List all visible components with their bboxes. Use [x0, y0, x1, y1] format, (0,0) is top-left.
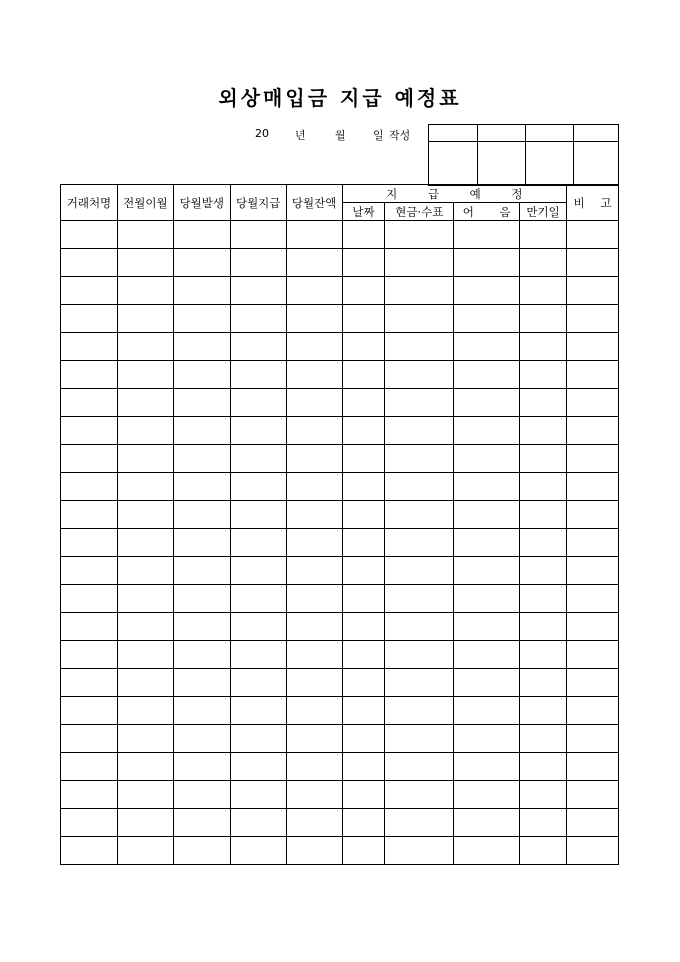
table-cell[interactable]: [173, 277, 230, 305]
table-cell[interactable]: [117, 249, 173, 277]
table-cell[interactable]: [173, 585, 230, 613]
table-cell[interactable]: [567, 473, 619, 501]
table-cell[interactable]: [286, 669, 342, 697]
table-row: [61, 305, 619, 333]
table-cell[interactable]: [385, 837, 454, 865]
table-cell[interactable]: [230, 277, 286, 305]
table-cell[interactable]: [567, 809, 619, 837]
table-cell[interactable]: [454, 221, 520, 249]
approval-title-cell[interactable]: [477, 125, 526, 142]
table-cell[interactable]: [61, 445, 118, 473]
table-cell[interactable]: [385, 473, 454, 501]
table-cell[interactable]: [454, 417, 520, 445]
table-cell[interactable]: [454, 473, 520, 501]
table-row: [61, 249, 619, 277]
table-cell[interactable]: [286, 361, 342, 389]
table-cell[interactable]: [385, 781, 454, 809]
table-cell[interactable]: [454, 781, 520, 809]
approval-title-cell[interactable]: [526, 125, 574, 142]
table-cell[interactable]: [117, 305, 173, 333]
table-cell[interactable]: [61, 809, 118, 837]
table-cell[interactable]: [385, 361, 454, 389]
table-cell[interactable]: [230, 613, 286, 641]
table-cell[interactable]: [230, 445, 286, 473]
table-cell[interactable]: [61, 305, 118, 333]
table-cell[interactable]: [173, 613, 230, 641]
table-cell[interactable]: [520, 333, 567, 361]
table-cell[interactable]: [342, 389, 385, 417]
table-cell[interactable]: [454, 585, 520, 613]
table-cell[interactable]: [454, 445, 520, 473]
table-cell[interactable]: [567, 501, 619, 529]
table-cell[interactable]: [567, 725, 619, 753]
table-row: [61, 445, 619, 473]
approval-sign-cell[interactable]: [526, 142, 574, 186]
table-cell[interactable]: [342, 361, 385, 389]
table-cell[interactable]: [520, 641, 567, 669]
table-cell[interactable]: [286, 389, 342, 417]
table-cell[interactable]: [230, 641, 286, 669]
table-cell[interactable]: [454, 305, 520, 333]
table-cell[interactable]: [286, 305, 342, 333]
table-cell[interactable]: [173, 753, 230, 781]
table-cell[interactable]: [342, 697, 385, 725]
table-cell[interactable]: [454, 501, 520, 529]
approval-title-cell[interactable]: [574, 125, 619, 142]
table-cell[interactable]: [567, 333, 619, 361]
table-cell[interactable]: [385, 725, 454, 753]
table-cell[interactable]: [454, 753, 520, 781]
table-cell[interactable]: [61, 473, 118, 501]
table-cell[interactable]: [385, 669, 454, 697]
table-cell[interactable]: [567, 613, 619, 641]
subheader-bill: 어 음: [454, 203, 520, 221]
table-cell[interactable]: [342, 501, 385, 529]
table-cell[interactable]: [385, 249, 454, 277]
table-cell[interactable]: [567, 641, 619, 669]
table-cell[interactable]: [286, 725, 342, 753]
approval-box: [428, 124, 619, 186]
table-cell[interactable]: [117, 221, 173, 249]
payment-schedule-table: [60, 184, 619, 865]
table-cell[interactable]: [61, 389, 118, 417]
table-cell[interactable]: [117, 417, 173, 445]
table-cell[interactable]: [567, 697, 619, 725]
table-cell[interactable]: [173, 501, 230, 529]
table-cell[interactable]: [61, 613, 118, 641]
table-cell[interactable]: [61, 697, 118, 725]
table-cell[interactable]: [520, 529, 567, 557]
table-cell[interactable]: [286, 613, 342, 641]
table-row: [61, 585, 619, 613]
table-cell[interactable]: [342, 837, 385, 865]
table-cell[interactable]: [173, 557, 230, 585]
subheader-cash-check: 현금·수표: [385, 203, 454, 221]
table-cell[interactable]: [385, 753, 454, 781]
table-cell[interactable]: [117, 529, 173, 557]
table-cell[interactable]: [230, 557, 286, 585]
table-cell[interactable]: [230, 837, 286, 865]
table-cell[interactable]: [385, 417, 454, 445]
table-cell[interactable]: [61, 753, 118, 781]
table-cell[interactable]: [117, 641, 173, 669]
table-cell[interactable]: [173, 529, 230, 557]
table-cell[interactable]: [567, 221, 619, 249]
table-cell[interactable]: [385, 501, 454, 529]
table-cell[interactable]: [520, 305, 567, 333]
table-cell[interactable]: [342, 305, 385, 333]
table-cell[interactable]: [520, 473, 567, 501]
table-cell[interactable]: [342, 529, 385, 557]
table-cell[interactable]: [520, 781, 567, 809]
table-cell[interactable]: [230, 249, 286, 277]
table-cell[interactable]: [173, 221, 230, 249]
table-cell[interactable]: [454, 389, 520, 417]
table-cell[interactable]: [385, 333, 454, 361]
table-cell[interactable]: [520, 837, 567, 865]
table-cell[interactable]: [173, 725, 230, 753]
header-vendor: 거래처명: [61, 185, 118, 221]
table-cell[interactable]: [173, 837, 230, 865]
subheader-due-date: 만기일: [520, 203, 567, 221]
table-cell[interactable]: [286, 249, 342, 277]
table-cell[interactable]: [342, 613, 385, 641]
table-cell[interactable]: [385, 277, 454, 305]
table-row: [61, 669, 619, 697]
table-cell[interactable]: [230, 305, 286, 333]
table-cell[interactable]: [173, 417, 230, 445]
table-cell[interactable]: [117, 697, 173, 725]
table-cell[interactable]: [567, 529, 619, 557]
table-cell[interactable]: [385, 221, 454, 249]
table-cell[interactable]: [342, 417, 385, 445]
table-cell[interactable]: [385, 389, 454, 417]
table-cell[interactable]: [286, 641, 342, 669]
table-cell[interactable]: [286, 837, 342, 865]
table-cell[interactable]: [230, 697, 286, 725]
written-label: 작성: [389, 129, 411, 142]
table-row: [61, 389, 619, 417]
table-cell[interactable]: [385, 809, 454, 837]
table-cell[interactable]: [61, 249, 118, 277]
table-cell[interactable]: [173, 641, 230, 669]
table-cell[interactable]: [61, 641, 118, 669]
approval-sign-cell[interactable]: [574, 142, 619, 186]
table-row: [61, 781, 619, 809]
table-cell[interactable]: [385, 613, 454, 641]
table-cell[interactable]: [567, 417, 619, 445]
table-cell[interactable]: [342, 753, 385, 781]
table-cell[interactable]: [342, 809, 385, 837]
table-cell[interactable]: [286, 557, 342, 585]
table-cell[interactable]: [61, 669, 118, 697]
table-cell[interactable]: [230, 725, 286, 753]
header-prev-carryover: 전월이월: [117, 185, 173, 221]
table-cell[interactable]: [286, 501, 342, 529]
table-cell[interactable]: [61, 725, 118, 753]
table-cell[interactable]: [61, 221, 118, 249]
table-cell[interactable]: [117, 389, 173, 417]
table-cell[interactable]: [385, 697, 454, 725]
table-row: [61, 333, 619, 361]
table-cell[interactable]: [117, 501, 173, 529]
table-cell[interactable]: [286, 277, 342, 305]
table-cell[interactable]: [342, 781, 385, 809]
table-row: [61, 725, 619, 753]
table-cell[interactable]: [520, 361, 567, 389]
table-cell[interactable]: [173, 445, 230, 473]
table-cell[interactable]: [342, 669, 385, 697]
table-cell[interactable]: [454, 725, 520, 753]
table-cell[interactable]: [173, 333, 230, 361]
table-cell[interactable]: [117, 781, 173, 809]
table-cell[interactable]: [454, 529, 520, 557]
approval-sign-cell[interactable]: [477, 142, 526, 186]
table-cell[interactable]: [454, 361, 520, 389]
table-cell[interactable]: [385, 641, 454, 669]
table-cell[interactable]: [286, 417, 342, 445]
table-cell[interactable]: [286, 585, 342, 613]
table-cell[interactable]: [286, 445, 342, 473]
table-cell[interactable]: [173, 809, 230, 837]
table-cell[interactable]: [454, 697, 520, 725]
table-cell[interactable]: [567, 305, 619, 333]
table-cell[interactable]: [173, 361, 230, 389]
table-cell[interactable]: [454, 809, 520, 837]
table-row: [61, 529, 619, 557]
table-cell[interactable]: [342, 445, 385, 473]
table-cell[interactable]: [454, 641, 520, 669]
table-cell[interactable]: [567, 669, 619, 697]
table-cell[interactable]: [385, 529, 454, 557]
table-cell[interactable]: [117, 613, 173, 641]
table-cell[interactable]: [117, 753, 173, 781]
table-cell[interactable]: [567, 361, 619, 389]
table-cell[interactable]: [454, 613, 520, 641]
table-row: [61, 557, 619, 585]
table-cell[interactable]: [520, 753, 567, 781]
table-cell[interactable]: [230, 809, 286, 837]
table-cell[interactable]: [173, 669, 230, 697]
table-cell[interactable]: [520, 249, 567, 277]
table-cell[interactable]: [117, 333, 173, 361]
table-cell[interactable]: [342, 557, 385, 585]
table-cell[interactable]: [230, 333, 286, 361]
subheader-date: 날짜: [342, 203, 385, 221]
table-cell[interactable]: [286, 753, 342, 781]
table-body: [61, 221, 619, 865]
table-cell[interactable]: [286, 809, 342, 837]
approval-title-cell[interactable]: [429, 125, 478, 142]
table-cell[interactable]: [286, 781, 342, 809]
table-cell[interactable]: [173, 697, 230, 725]
table-cell[interactable]: [117, 557, 173, 585]
table-cell[interactable]: [342, 725, 385, 753]
table-cell[interactable]: [230, 529, 286, 557]
table-cell[interactable]: [454, 333, 520, 361]
table-cell[interactable]: [567, 445, 619, 473]
table-cell[interactable]: [567, 557, 619, 585]
table-cell[interactable]: [520, 613, 567, 641]
table-cell[interactable]: [286, 221, 342, 249]
table-cell[interactable]: [61, 501, 118, 529]
table-cell[interactable]: [117, 361, 173, 389]
table-cell[interactable]: [520, 277, 567, 305]
day-unit: 일: [373, 129, 384, 142]
table-row: [61, 473, 619, 501]
table-row: [61, 837, 619, 865]
table-cell[interactable]: [567, 781, 619, 809]
table-row: [61, 277, 619, 305]
table-cell[interactable]: [61, 417, 118, 445]
table-row: [61, 697, 619, 725]
table-cell[interactable]: [342, 249, 385, 277]
header-current-incurred: 당월발생: [173, 185, 230, 221]
table-cell[interactable]: [567, 837, 619, 865]
table-cell[interactable]: [117, 277, 173, 305]
table-cell[interactable]: [61, 333, 118, 361]
table-cell[interactable]: [230, 669, 286, 697]
table-cell[interactable]: [117, 725, 173, 753]
table-cell[interactable]: [567, 249, 619, 277]
table-cell[interactable]: [342, 641, 385, 669]
table-cell[interactable]: [286, 529, 342, 557]
table-row: [61, 221, 619, 249]
table-cell[interactable]: [173, 389, 230, 417]
table-cell[interactable]: [117, 473, 173, 501]
table-cell[interactable]: [385, 557, 454, 585]
table-cell[interactable]: [173, 305, 230, 333]
table-row: [61, 417, 619, 445]
table-row: [61, 613, 619, 641]
table-cell[interactable]: [61, 277, 118, 305]
table-cell[interactable]: [520, 809, 567, 837]
table-cell[interactable]: [520, 445, 567, 473]
table-cell[interactable]: [173, 781, 230, 809]
table-cell[interactable]: [567, 389, 619, 417]
table-cell[interactable]: [454, 837, 520, 865]
table-cell[interactable]: [520, 557, 567, 585]
table-row: [61, 641, 619, 669]
table-cell[interactable]: [520, 417, 567, 445]
table-cell[interactable]: [230, 753, 286, 781]
table-cell[interactable]: [385, 305, 454, 333]
approval-sign-cell[interactable]: [429, 142, 478, 186]
table-cell[interactable]: [520, 501, 567, 529]
table-cell[interactable]: [520, 389, 567, 417]
table-cell[interactable]: [520, 669, 567, 697]
table-cell[interactable]: [520, 221, 567, 249]
table-cell[interactable]: [520, 725, 567, 753]
table-cell[interactable]: [385, 585, 454, 613]
table-cell[interactable]: [61, 361, 118, 389]
table-cell[interactable]: [230, 417, 286, 445]
table-cell[interactable]: [342, 473, 385, 501]
table-cell[interactable]: [230, 473, 286, 501]
table-cell[interactable]: [61, 557, 118, 585]
table-cell[interactable]: [286, 473, 342, 501]
table-row: [61, 809, 619, 837]
month-unit: 월: [335, 129, 346, 142]
table-cell[interactable]: [61, 585, 118, 613]
table-cell[interactable]: [230, 585, 286, 613]
table-cell[interactable]: [286, 697, 342, 725]
table-cell[interactable]: [173, 473, 230, 501]
table-cell[interactable]: [61, 529, 118, 557]
table-cell[interactable]: [342, 585, 385, 613]
header-remarks: 비 고: [567, 185, 619, 221]
table-row: [61, 361, 619, 389]
header-payment-plan: 지 급 예 정: [342, 185, 566, 203]
table-cell[interactable]: [342, 277, 385, 305]
table-cell[interactable]: [230, 389, 286, 417]
table-cell[interactable]: [230, 501, 286, 529]
table-cell[interactable]: [520, 697, 567, 725]
table-cell[interactable]: [117, 669, 173, 697]
page-title: 외상매입금 지급 예정표: [218, 86, 462, 110]
table-cell[interactable]: [173, 249, 230, 277]
table-cell[interactable]: [567, 585, 619, 613]
table-cell[interactable]: [567, 753, 619, 781]
table-cell[interactable]: [454, 557, 520, 585]
table-cell[interactable]: [230, 781, 286, 809]
table-cell[interactable]: [61, 781, 118, 809]
header-current-balance: 당월잔액: [286, 185, 342, 221]
table-cell[interactable]: [520, 585, 567, 613]
table-cell[interactable]: [454, 249, 520, 277]
table-cell[interactable]: [230, 221, 286, 249]
table-cell[interactable]: [286, 333, 342, 361]
year-unit: 년: [295, 129, 306, 142]
year-prefix: 20: [255, 127, 269, 140]
table-cell[interactable]: [230, 361, 286, 389]
table-cell[interactable]: [117, 809, 173, 837]
table-cell[interactable]: [454, 669, 520, 697]
table-cell[interactable]: [117, 585, 173, 613]
table-cell[interactable]: [61, 837, 118, 865]
table-cell[interactable]: [567, 277, 619, 305]
table-cell[interactable]: [117, 837, 173, 865]
table-row: [61, 753, 619, 781]
table-row: [61, 501, 619, 529]
header-current-paid: 당월지급: [230, 185, 286, 221]
table-cell[interactable]: [342, 221, 385, 249]
table-cell[interactable]: [454, 277, 520, 305]
table-cell[interactable]: [385, 445, 454, 473]
table-cell[interactable]: [117, 445, 173, 473]
table-cell[interactable]: [342, 333, 385, 361]
